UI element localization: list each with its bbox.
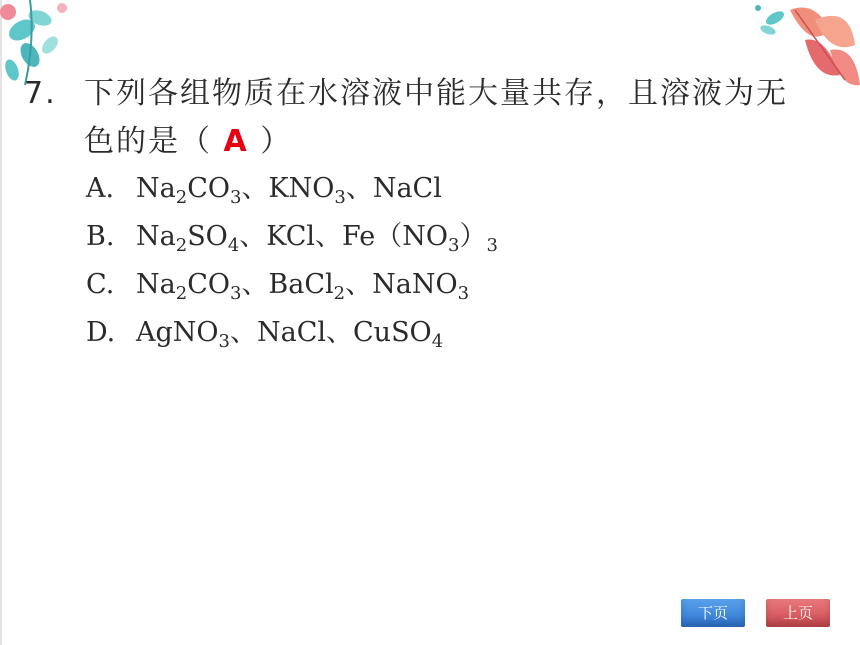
subscript: 3 [486,235,498,256]
subscript: 2 [175,235,188,256]
subscript: 4 [431,331,444,352]
formula-text: Na [136,173,176,204]
option-c [86,261,498,309]
page-border [0,0,2,645]
subscript: 3 [334,187,346,208]
formula-text: CO [187,269,230,300]
option-a [86,165,498,213]
formula-text: SO [187,221,228,252]
subscript: 3 [457,283,470,304]
formula-text: 、BaCl [241,269,334,300]
question-stem [84,70,844,166]
formula-text: 、KCl、Fe（NO [239,221,449,252]
stem-line-2-suffix: ） [248,124,293,159]
subscript: 3 [229,187,242,208]
formula-text: 、KNO [241,173,335,204]
option-letter: C. [86,269,115,300]
stem-line-1: 下列各组物质在水溶液中能大量共存，且溶液为无 [84,76,788,111]
subscript: 3 [218,331,230,352]
option-letter: D. [86,317,116,348]
formula-text: 、NaCl [345,173,442,204]
subscript: 4 [227,235,240,256]
stem-line-2 [84,118,844,166]
subscript: 2 [175,187,188,208]
option-b [86,213,498,261]
options-list [86,165,498,357]
formula-text: 、NaCl、CuSO [230,317,432,348]
option-letter: B. [86,221,115,252]
formula-text: AgNO [136,317,219,348]
subscript: 3 [448,235,460,256]
prev-page-button[interactable]: 上页 [766,599,830,627]
option-letter: A. [86,173,115,204]
next-page-button[interactable]: 下页 [681,599,745,627]
formula-text: ） [459,221,487,252]
subscript: 3 [229,283,242,304]
stem-line-2-prefix: 色的是（ [84,124,224,159]
subscript: 2 [333,283,346,304]
option-d [86,309,498,357]
formula-text: 、NaNO [345,269,458,300]
formula-text: CO [187,173,230,204]
formula-text: Na [136,221,176,252]
formula-text: Na [136,269,176,300]
subscript: 2 [175,283,188,304]
question-number: 7. [24,76,57,111]
answer-text: A [223,124,249,159]
